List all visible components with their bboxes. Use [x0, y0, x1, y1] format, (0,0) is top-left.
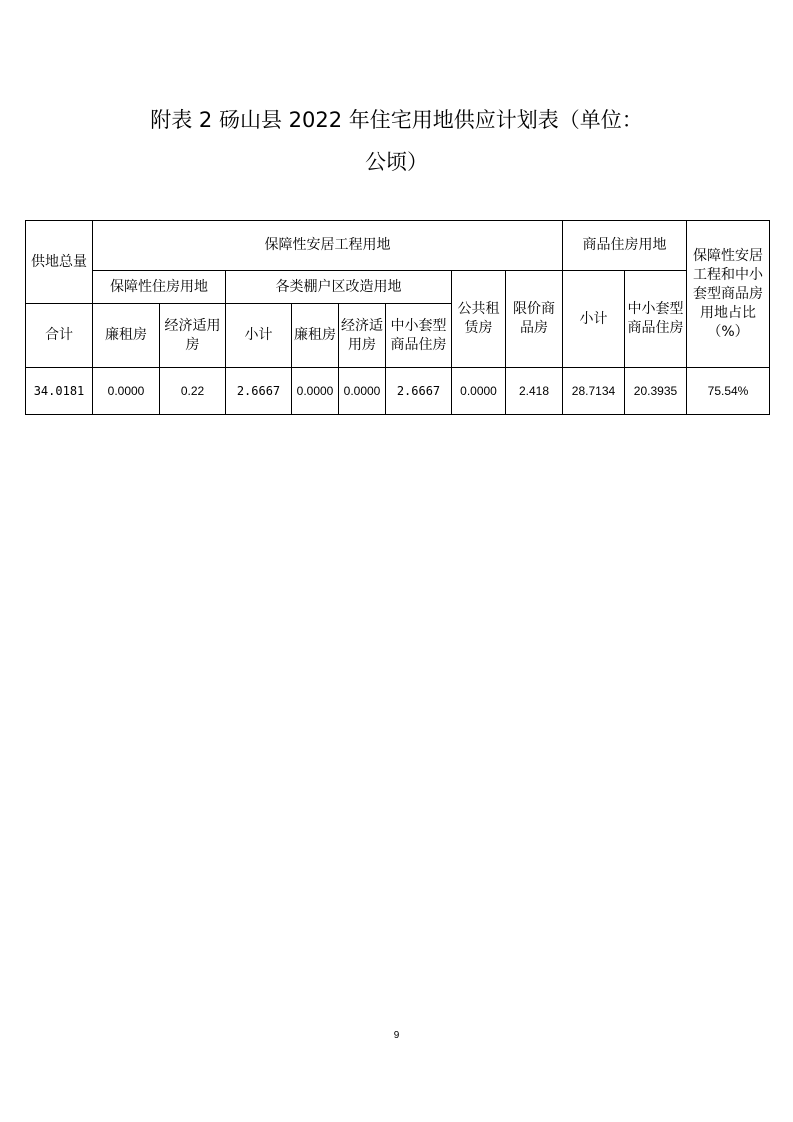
header-shanty-subtotal: 小计 [226, 304, 292, 368]
header-grand-total: 合计 [26, 304, 93, 368]
header-guarantee-housing-land: 保障性安居工程用地 [93, 221, 563, 271]
cell-low-rent: 0.0000 [93, 368, 160, 415]
header-commercial-subtotal: 小计 [563, 271, 625, 368]
page-number: 9 [393, 1030, 400, 1041]
header-economic: 经济适用房 [160, 304, 226, 368]
cell-price-limited: 2.418 [506, 368, 563, 415]
header-ratio: 保障性安居工程和中小套型商品房用地占比（%） [687, 221, 770, 368]
cell-shanty-low-rent: 0.0000 [292, 368, 339, 415]
title-line-1: 附表 2 砀山县 2022 年住宅用地供应计划表（单位： [150, 108, 643, 132]
cell-shanty-economic: 0.0000 [339, 368, 386, 415]
header-shanty-low-rent: 廉租房 [292, 304, 339, 368]
header-public-rental: 公共租赁房 [452, 271, 506, 368]
header-price-limited: 限价商品房 [506, 271, 563, 368]
header-guarantee-housing: 保障性住房用地 [93, 271, 226, 304]
land-supply-table [25, 220, 770, 415]
header-total-supply: 供地总量 [26, 221, 93, 304]
header-shanty-economic: 经济适用房 [339, 304, 386, 368]
header-shantytown-renovation: 各类棚户区改造用地 [226, 271, 452, 304]
cell-shanty-subtotal: 2.6667 [226, 368, 292, 415]
cell-economic: 0.22 [160, 368, 226, 415]
cell-total: 34.0181 [26, 368, 93, 415]
header-shanty-small-units: 中小套型商品住房 [386, 304, 452, 368]
cell-shanty-small-units: 2.6667 [386, 368, 452, 415]
header-low-rent: 廉租房 [93, 304, 160, 368]
cell-commercial-small-units: 20.3935 [625, 368, 687, 415]
cell-public-rental: 0.0000 [452, 368, 506, 415]
header-commercial-housing-land: 商品住房用地 [563, 221, 687, 271]
cell-ratio: 75.54% [687, 368, 770, 415]
title-line-2: 公顷） [365, 150, 428, 174]
header-commercial-small-units: 中小套型商品住房 [625, 271, 687, 368]
cell-commercial-subtotal: 28.7134 [563, 368, 625, 415]
